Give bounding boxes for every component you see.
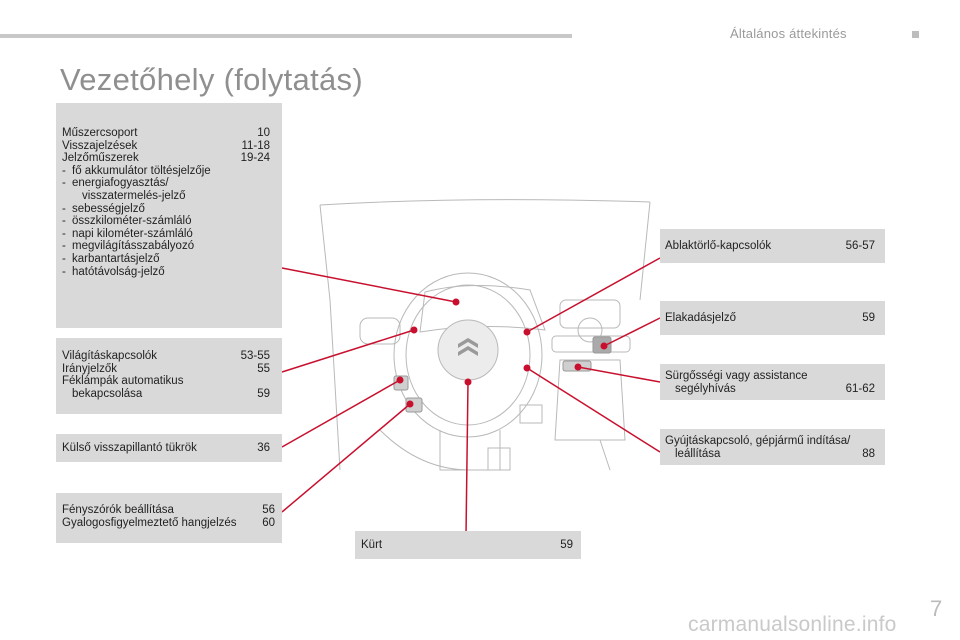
callout-label: Kürt bbox=[361, 539, 383, 551]
callout-row bbox=[62, 127, 270, 140]
callout-label: bekapcsolása bbox=[72, 387, 143, 400]
callout-label: Elakadásjelző bbox=[665, 312, 736, 324]
callout-label: Irányjelzők bbox=[62, 362, 117, 375]
callout-row bbox=[665, 448, 875, 461]
callout-label: Gyújtáskapcsoló, gépjármű indítása/ bbox=[665, 435, 851, 447]
callout-label: Jelzőműszerek bbox=[62, 152, 139, 165]
callout-page: 53-55 bbox=[240, 350, 270, 362]
sub-item: - napi kilométer-számláló bbox=[62, 227, 193, 240]
ignition-callout-box bbox=[660, 429, 885, 465]
callout-label: Visszajelzések bbox=[62, 139, 138, 152]
mirrors-callout-box bbox=[56, 434, 282, 462]
page-title: Vezetőhely (folytatás) bbox=[60, 62, 363, 97]
callout-label: Ablaktörlő-kapcsolók bbox=[665, 240, 772, 252]
callout-page: 11-18 bbox=[241, 139, 270, 152]
callout-row bbox=[62, 517, 275, 530]
callout-page: 19-24 bbox=[240, 152, 270, 165]
sub-item: - karbantartásjelző bbox=[62, 252, 160, 265]
wiper-callout-box bbox=[660, 229, 885, 263]
headlamp-callout-box bbox=[56, 493, 282, 543]
callout-label: Gyalogosfigyelmeztető hangjelzés bbox=[62, 516, 237, 529]
page-number: 7 bbox=[930, 596, 943, 621]
callout-page: 88 bbox=[862, 447, 875, 460]
callout-row bbox=[665, 240, 875, 253]
callout-page: 61-62 bbox=[845, 382, 875, 395]
callout-row bbox=[62, 140, 270, 153]
sub-item: - fő akkumulátor töltésjelzője bbox=[62, 164, 211, 177]
callout-row bbox=[62, 442, 270, 455]
callout-row bbox=[62, 388, 270, 401]
callout-row bbox=[62, 375, 270, 388]
callout-page: 59 bbox=[257, 387, 270, 400]
callout-row bbox=[62, 504, 275, 517]
instrument-callout-box bbox=[56, 103, 282, 328]
sub-item: - hatótávolság-jelző bbox=[62, 265, 165, 278]
callout-label: Műszercsoport bbox=[62, 127, 138, 139]
callout-row bbox=[62, 152, 270, 165]
sub-item: - összkilométer-számláló bbox=[62, 215, 192, 228]
hazard-callout-box bbox=[660, 301, 885, 335]
callout-row bbox=[62, 363, 270, 376]
callout-row bbox=[361, 539, 573, 552]
callout-label: Fényszórók beállítása bbox=[62, 504, 174, 516]
callout-page: 56-57 bbox=[845, 240, 875, 252]
sub-item-continued: visszatermelés-jelző bbox=[82, 189, 186, 202]
callout-page: 60 bbox=[262, 516, 275, 529]
callout-page: 36 bbox=[257, 442, 270, 454]
callout-row bbox=[62, 350, 270, 363]
callout-label: Külső visszapillantó tükrök bbox=[62, 442, 197, 454]
section-title: Általános áttekintés bbox=[730, 26, 847, 41]
callout-label: segélyhívás bbox=[675, 382, 736, 395]
horn-callout-box bbox=[355, 531, 581, 559]
callout-page: 10 bbox=[257, 127, 270, 139]
callout-label: Féklámpák automatikus bbox=[62, 375, 184, 388]
callout-row bbox=[665, 370, 875, 383]
callout-page: 59 bbox=[862, 312, 875, 324]
callout-page: 56 bbox=[262, 504, 275, 516]
sub-item: - sebességjelző bbox=[62, 202, 145, 215]
watermark: carmanualsonline.info bbox=[688, 613, 897, 636]
callout-label: Sürgősségi vagy assistance bbox=[665, 370, 808, 382]
callout-label: Világításkapcsolók bbox=[62, 350, 158, 362]
callout-row bbox=[665, 435, 875, 448]
callout-page: 59 bbox=[560, 539, 573, 551]
lights-callout-box bbox=[56, 338, 282, 414]
callout-row bbox=[665, 312, 875, 325]
sub-item: - energiafogyasztás/ bbox=[62, 177, 169, 190]
callout-page: 55 bbox=[257, 362, 270, 375]
emergency-callout-box bbox=[660, 364, 885, 400]
callout-row bbox=[665, 383, 875, 396]
callout-label: leállítása bbox=[675, 447, 721, 460]
sub-item: - megvilágításszabályozó bbox=[62, 240, 195, 253]
